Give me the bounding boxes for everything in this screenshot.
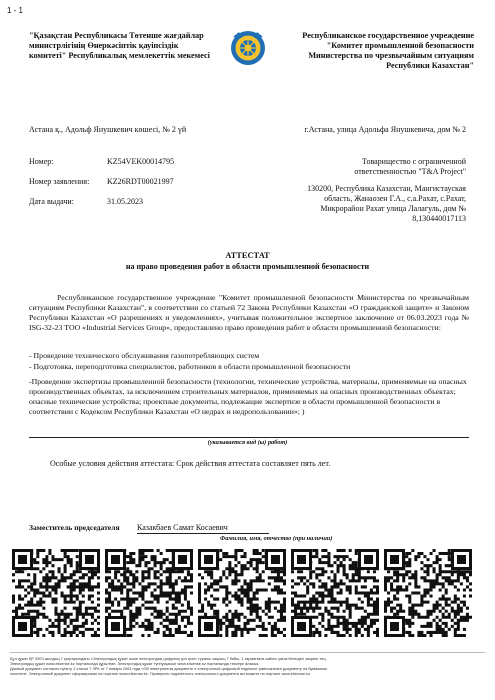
divider: [29, 437, 469, 438]
field-date-value: 31.05.2023: [107, 197, 143, 206]
qr-code: [384, 549, 472, 637]
footer-line: носителе. Электронный документ сформирован на портале www.elicense.kz. Проверить подлинность электронного документа вы можете на портале www.elicense.kz.: [10, 671, 312, 676]
qr-code: [12, 549, 100, 637]
footer-note: [10, 656, 485, 676]
footer-line: Данный документ согласно пункту 1 статьи 7 ЗРК от 7 января 2003 года «Об электронном документе и электронной цифровой подписи» равнозначен документу на бумажном: [10, 666, 327, 671]
qr-code: [291, 549, 379, 637]
kind-caption: (указывается вид (ы) работ): [207, 439, 288, 446]
header-right-org: Республиканское государственное учреждение "Комитет промышленной безопасности Министерства по чрезвычайным ситуациям Республики Казахстан": [302, 31, 474, 70]
header-right-address: г.Астана, улица Адольфа Янушкевича, дом № 2: [304, 125, 466, 134]
work-item: - Проведение технического обслуживания газопотребляющих систем: [29, 351, 260, 360]
footer-line: Бұл құжат ҚР 2003 жылдың 7 қаңтарындағы «Электрондық құжат және электрондық цифрлық қол қою» туралы заңның 7 бабы, 1 тармағына сәйкес қағаз бетіндегі заңмен тең.: [10, 656, 327, 661]
field-number-value: KZ54VEK00014795: [107, 157, 175, 166]
special-conditions: Особые условия действия аттестата: Срок действия аттестата составляет пять лет.: [50, 459, 331, 468]
recipient-address: 130200, Республика Казахстан, Мангистауская область, Жанаозен Г.А., с.а.Рахат, с.Рахат, Микрорайон Рахат улица Лалагуль, дом № 8,130440017113: [307, 184, 466, 223]
work-item: -Проведение экспертизы промышленной безопасности (технологии, технические устройства, материалы, применяемые на опасных производственных объектах, за исключением строительных материалов, применяемых на опасных производственных объектах; опасные технические устройства; проектные документы, подлежащие экспертизе в области промышленной безопасности в соответствии с Кодексом Республики Казахстан «О недрах и недропользовании»; ): [29, 377, 467, 416]
page-label: 1 - 1: [7, 6, 24, 15]
header-left-address: Астана қ., Адольф Янушкевич көшесі, № 2 үй: [29, 125, 187, 134]
field-number-label: Номер:: [29, 157, 54, 166]
field-date-label: Дата выдачи:: [29, 197, 74, 206]
field-application-label: Номер заявления:: [29, 177, 90, 186]
footer-divider: [10, 652, 485, 653]
document-subtitle: на право проведения работ в области промышленной безопасности: [125, 262, 370, 271]
intro-paragraph: Республиканское государственное учреждение "Комитет промышленной безопасности Министерства по чрезвычайным ситуациям Республики Казахстан", в соответствии со статьей 72 Закона Республики Казахстан «О гражданской защите» и Законом Республики Казахстан «О разрешениях и уведомлениях», учитывая положительное экспертное заключение от 06.03.2023 года № ISG-32-23 ТОО «Industrial Services Group», предоставлено право проведения работ в области промышленной безопасности:: [29, 293, 469, 332]
signatory-name: Казакбаев Самат Косаевич: [137, 523, 269, 534]
recipient-name: Товарищество с ограниченной ответственностью "T&A Project": [354, 157, 466, 176]
footer-line: Электрондық құжат www.elicense.kz порталында құрылған. Электрондық құжат түпнұсқасын www.elicense.kz порталында тексере аласыз.: [10, 661, 260, 666]
qr-code: [105, 549, 193, 637]
qr-code: [198, 549, 286, 637]
field-application-value: KZ26RDT00021997: [107, 177, 174, 186]
document-title: АТТЕСТАТ: [225, 251, 270, 260]
work-item: - Подготовка, переподготовка специалистов, работников в области промышленной безопасности: [29, 362, 351, 371]
signatory-role: Заместитель председателя: [29, 523, 120, 532]
header-left-org: "Қазақстан Республикасы Төтенше жағдайлар министрлігінің Өнеркәсіптік қауіпсіздік комитеті" Республикалық мемлекеттік мекемесі: [29, 31, 210, 60]
state-emblem-icon: [230, 28, 266, 68]
signatory-caption: Фамилия, имя, отчество (при наличии): [220, 535, 333, 542]
